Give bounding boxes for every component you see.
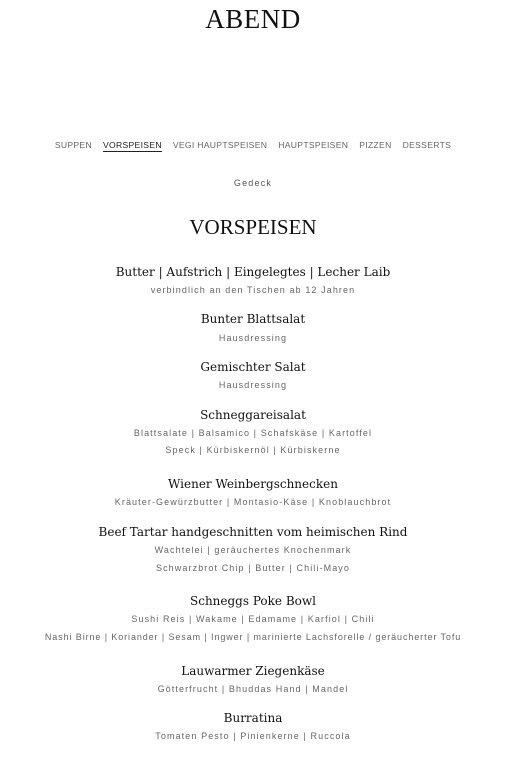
menu-item-name: Gemischter Salat (200, 360, 306, 374)
menu-item-description: Tomaten Pesto | Pinienkerne | Ruccola (155, 731, 351, 741)
menu-item-name: Bunter Blattsalat (200, 312, 306, 326)
menu-item-name: Schneggareisalat (200, 408, 306, 422)
tab-hauptspeisen[interactable]: HAUPTSPEISEN (278, 140, 349, 150)
menu-item-name: Beef Tartar handgeschnitten vom heimischen Rind (98, 525, 408, 539)
tab-suppen[interactable]: SUPPEN (54, 140, 92, 150)
page-title: ABEND (205, 4, 301, 34)
tab-desserts[interactable]: DESSERTS (402, 140, 452, 150)
menu-item-name: Burratina (223, 711, 283, 725)
menu-item-description: Götterfrucht | Bhuddas Hand | Mandel (157, 684, 349, 694)
tab-pizzen[interactable]: PIZZEN (359, 140, 392, 150)
menu-item-description: Kräuter-Gewürzbutter | Montasio-Käse | Knoblauchbrot (114, 497, 392, 507)
menu-item-description: Speck | Kürbiskernöl | Kürbiskerne (165, 445, 341, 455)
menu-item-name: Lauwarmer Ziegenkäse (181, 664, 325, 678)
menu-item-description: Wachtelei | geräuchertes Knochenmark (154, 545, 352, 555)
menu-item-description: Hausdressing (218, 380, 288, 390)
menu-item-description: Schwarzbrot Chip | Butter | Chili-Mayo (155, 563, 351, 573)
menu-item-description: Blattsalate | Balsamico | Schafskäse | Kartoffel (133, 428, 373, 438)
tab-vegi-hauptspeisen[interactable]: VEGI HAUPTSPEISEN (172, 140, 268, 150)
tab-vorspeisen[interactable]: VORSPEISEN (102, 140, 162, 150)
menu-item-description: Nashi Birne | Koriander | Sesam | Ingwer | marinierte Lachsforelle / geräucherter Tofu (44, 632, 462, 642)
menu-category-tabs (0, 140, 506, 152)
menu-item-name: Schneggs Poke Bowl (190, 594, 316, 608)
menu-item-description: verbindlich an den Tischen ab 12 Jahren (150, 285, 356, 295)
menu-item-name: Wiener Weinbergschnecken (168, 477, 338, 491)
menu-item-description: Hausdressing (218, 333, 288, 343)
menu-item-name: Butter | Aufstrich | Eingelegtes | Lecher Laib (115, 265, 391, 279)
section-title: VORSPEISEN (189, 215, 317, 239)
menu-item-description: Sushi Reis | Wakame | Edamame | Karfiol | Chili (131, 614, 375, 624)
gedeck-link[interactable]: Gedeck (233, 178, 273, 188)
